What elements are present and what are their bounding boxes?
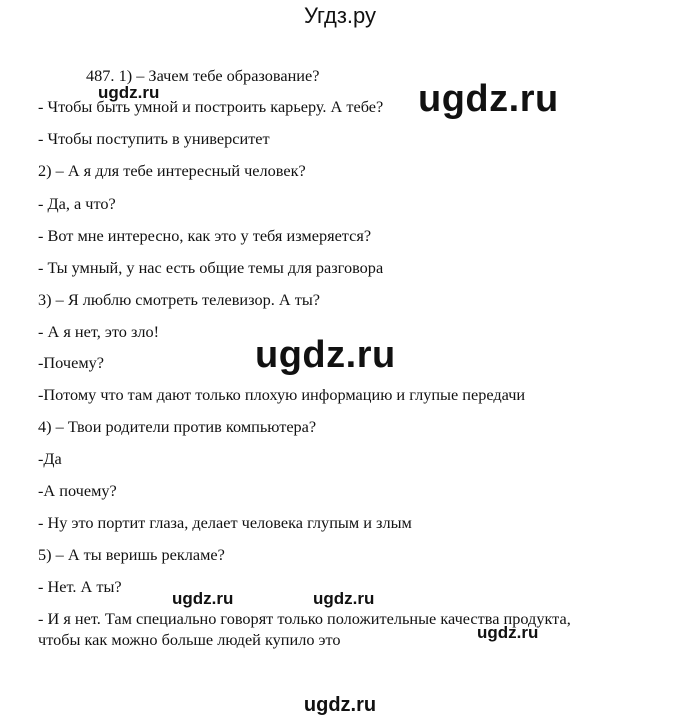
- text-line: -Да: [38, 449, 62, 468]
- text-line: -Потому что там дают только плохую информацию и глупые передачи: [38, 385, 526, 404]
- site-title: Угдз.ру: [303, 3, 377, 28]
- text-line: 4) – Твои родители против компьютера?: [38, 417, 317, 436]
- text-line: чтобы как можно больше людей купило это: [38, 630, 341, 649]
- text-line: -Почему?: [38, 353, 104, 372]
- text-line: 5) – А ты веришь рекламе?: [38, 545, 225, 564]
- text-line: - Чтобы поступить в университет: [38, 129, 270, 148]
- text-line: - Вот мне интересно, как это у тебя измеряется?: [38, 226, 372, 245]
- watermark: ugdz.ru: [98, 83, 160, 102]
- text-line: - Да, а что?: [38, 194, 116, 213]
- text-line: 2) – А я для тебе интересный человек?: [38, 161, 306, 180]
- text-line: - Нет. А ты?: [38, 577, 122, 596]
- watermark: ugdz.ru: [418, 78, 559, 120]
- watermark: ugdz.ru: [313, 589, 375, 608]
- footer-watermark: ugdz.ru: [303, 694, 377, 716]
- text-line: - Ну это портит глаза, делает человека глупым и злым: [38, 513, 412, 532]
- watermark: ugdz.ru: [172, 589, 234, 608]
- text-line: - Чтобы быть умной и построить карьеру. А тебе?: [38, 97, 384, 116]
- watermark: ugdz.ru: [477, 623, 539, 642]
- watermark: ugdz.ru: [255, 334, 396, 376]
- text-line: 3) – Я люблю смотреть телевизор. А ты?: [38, 290, 321, 309]
- text-line: - И я нет. Там специально говорят только положительные качества продукта,: [38, 609, 571, 628]
- text-line: 487. 1) – Зачем тебе образование?: [86, 66, 320, 85]
- text-line: -А почему?: [38, 481, 117, 500]
- text-line: - Ты умный, у нас есть общие темы для разговора: [38, 258, 384, 277]
- text-line: - А я нет, это зло!: [38, 322, 160, 341]
